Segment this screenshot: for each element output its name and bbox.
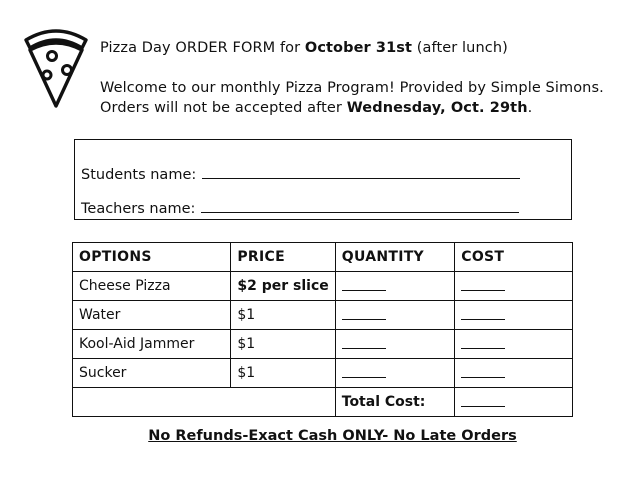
quantity-cell[interactable]	[335, 359, 455, 388]
cost-cell[interactable]	[455, 301, 573, 330]
option-cell: Cheese Pizza	[73, 272, 231, 301]
price-cell: $1	[231, 359, 335, 388]
names-section	[74, 139, 572, 220]
quantity-blank[interactable]	[342, 336, 386, 349]
cost-cell[interactable]	[455, 359, 573, 388]
cost-cell[interactable]	[455, 272, 573, 301]
price-cell: $2 per slice	[231, 272, 335, 301]
quantity-cell[interactable]	[335, 330, 455, 359]
cost-blank[interactable]	[461, 336, 505, 349]
option-cell: Water	[73, 301, 231, 330]
event-date: October 31st	[304, 40, 413, 56]
table-header-row	[73, 243, 573, 272]
cost-blank[interactable]	[461, 365, 505, 378]
quantity-blank[interactable]	[342, 365, 386, 378]
table-row	[73, 301, 573, 330]
teacher-name-row	[81, 198, 519, 217]
student-name-row	[81, 164, 520, 183]
quantity-blank[interactable]	[342, 307, 386, 320]
table-row	[73, 272, 573, 301]
footer-policy: No Refunds-Exact Cash ONLY- No Late Orders	[148, 428, 517, 444]
teacher-name-field[interactable]	[201, 198, 519, 213]
teacher-name-label: Teachers name:	[81, 201, 196, 217]
total-row	[73, 388, 573, 417]
header-price: PRICE	[231, 243, 335, 272]
cost-cell[interactable]	[455, 330, 573, 359]
quantity-cell[interactable]	[335, 301, 455, 330]
table-row	[73, 330, 573, 359]
student-name-field[interactable]	[202, 164, 520, 179]
form-title: Pizza Day ORDER FORM for October 31st (after lunch)	[100, 40, 508, 56]
total-cost-cell[interactable]	[455, 388, 573, 417]
total-label: Total Cost:	[335, 388, 455, 417]
pizza-slice-icon	[22, 28, 90, 110]
total-empty-cell	[73, 388, 336, 417]
deadline-text: Orders will not be accepted after Wednesday, Oct. 29th.	[100, 100, 533, 116]
header-options: OPTIONS	[73, 243, 231, 272]
cost-blank[interactable]	[461, 307, 505, 320]
price-cell: $1	[231, 301, 335, 330]
welcome-text: Welcome to our monthly Pizza Program! Provided by Simple Simons.	[100, 80, 604, 96]
cost-blank[interactable]	[461, 278, 505, 291]
option-cell: Kool-Aid Jammer	[73, 330, 231, 359]
student-name-label: Students name:	[81, 167, 197, 183]
table-row	[73, 359, 573, 388]
quantity-cell[interactable]	[335, 272, 455, 301]
quantity-blank[interactable]	[342, 278, 386, 291]
price-cell: $1	[231, 330, 335, 359]
total-cost-blank[interactable]	[461, 394, 505, 407]
order-table	[72, 242, 573, 417]
header-cost: COST	[455, 243, 573, 272]
option-cell: Sucker	[73, 359, 231, 388]
header-quantity: QUANTITY	[335, 243, 455, 272]
deadline-date: Wednesday, Oct. 29th	[346, 100, 528, 116]
